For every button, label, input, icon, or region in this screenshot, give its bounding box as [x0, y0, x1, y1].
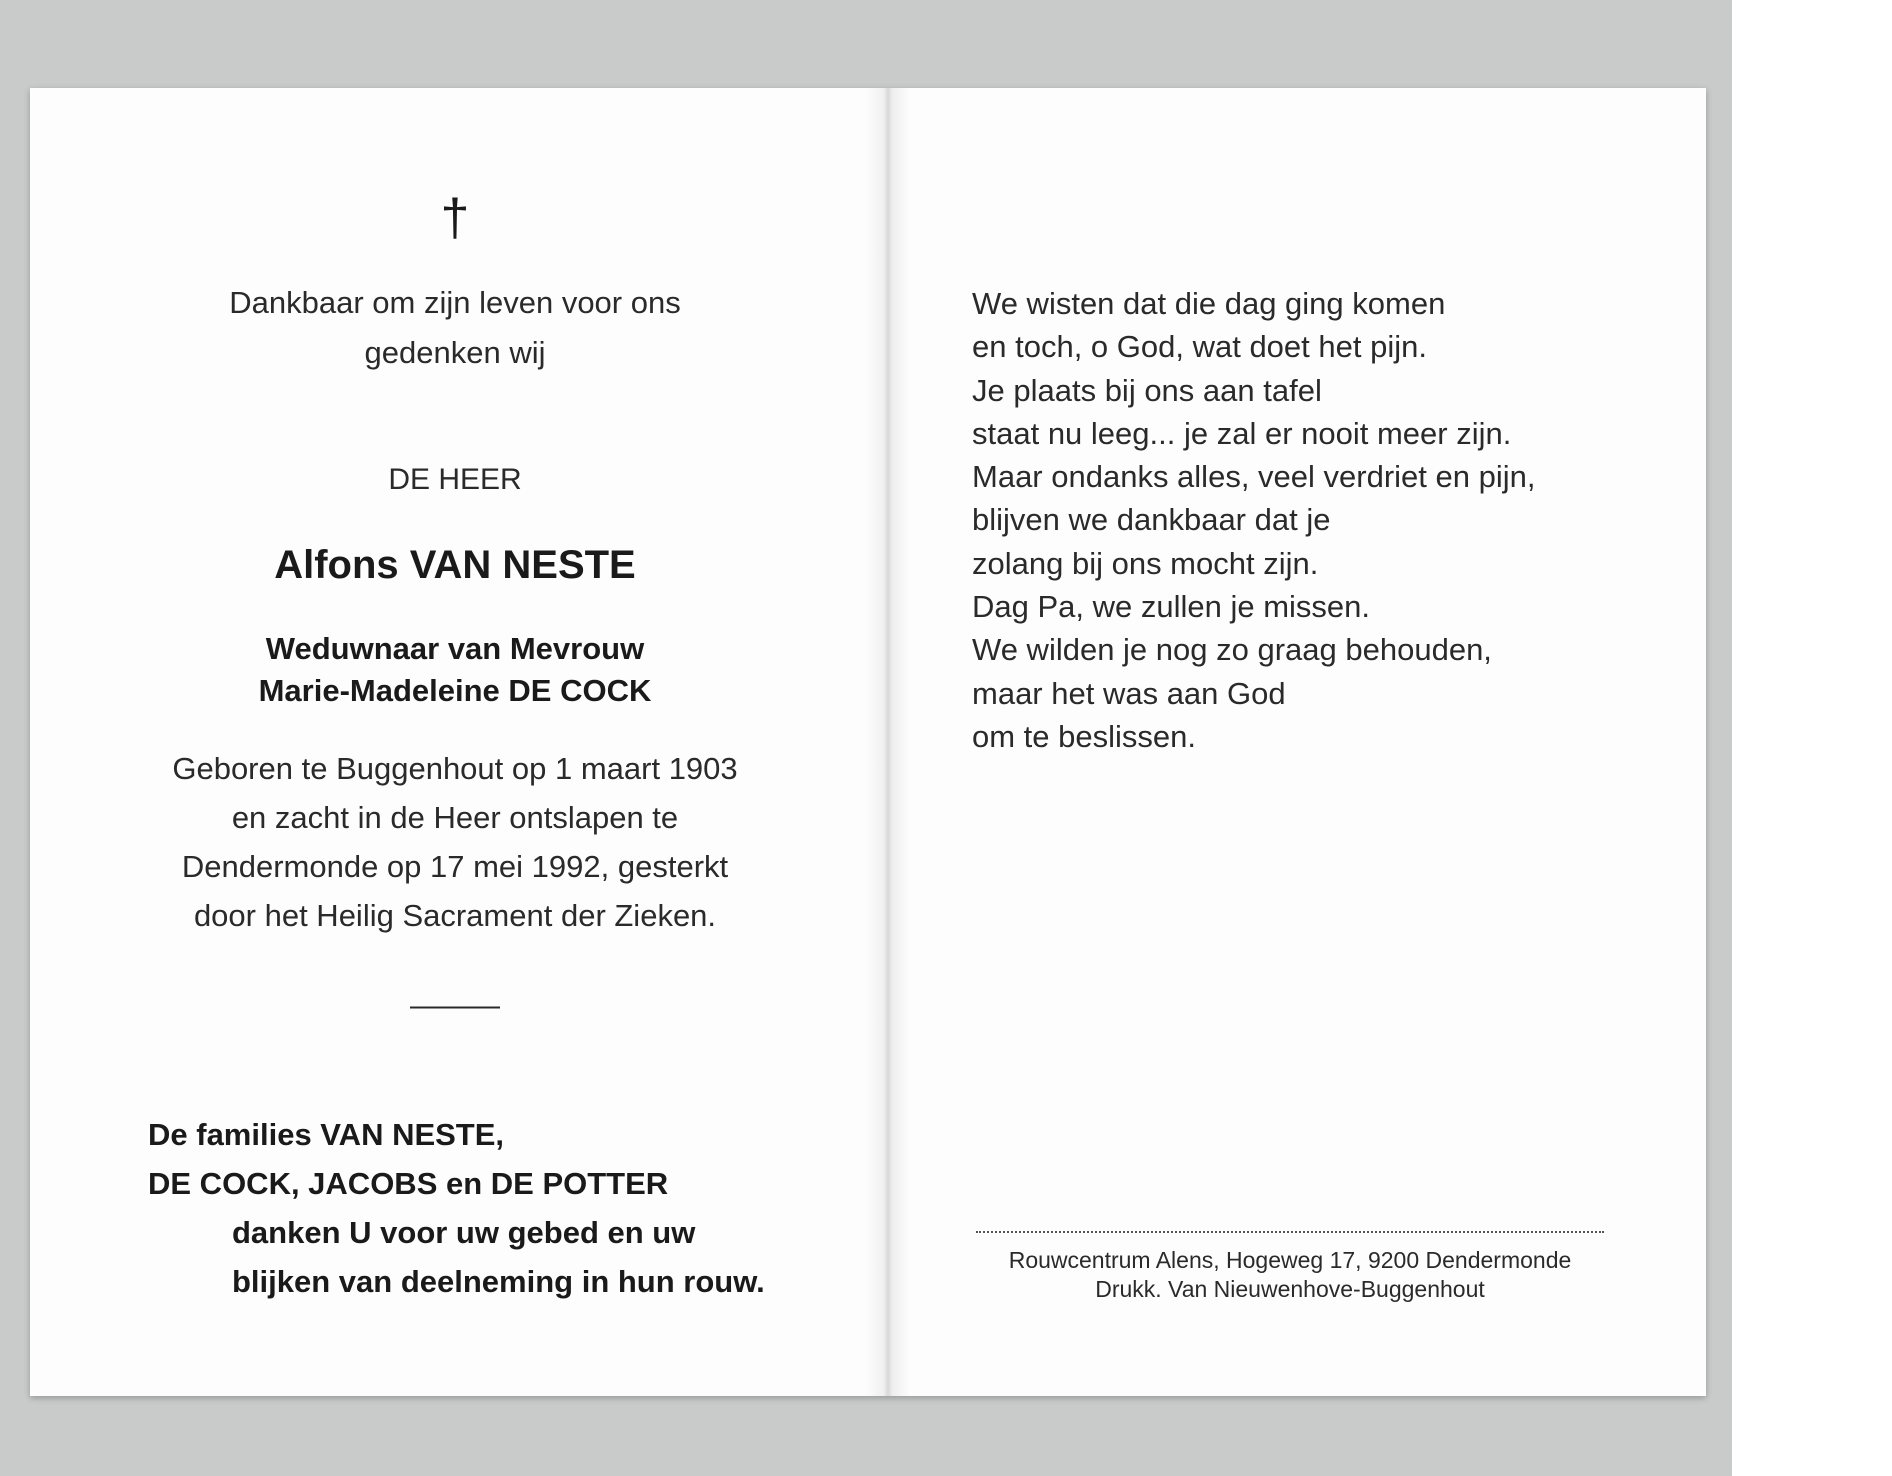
- poem-line: zolang bij ons mocht zijn.: [972, 545, 1319, 581]
- birth-death-line: Geboren te Buggenhout op 1 maart 1903: [172, 751, 738, 786]
- intro-text: [30, 278, 880, 378]
- divider: ———: [410, 989, 500, 1022]
- poem: [972, 282, 1535, 758]
- widower-line: Weduwnaar van Mevrouw: [265, 631, 645, 666]
- cross-symbol: †: [440, 189, 470, 247]
- families-line: blijken van deelneming in hun rouw.: [232, 1264, 765, 1299]
- printer-line: Rouwcentrum Alens, Hogeweg 17, 9200 Dendermonde: [1008, 1247, 1572, 1273]
- widower-text: [30, 628, 880, 712]
- poem-line: Je plaats bij ons aan tafel: [972, 372, 1322, 408]
- printer-separator: [976, 1231, 1604, 1233]
- birth-death-text: [30, 744, 880, 940]
- deceased-name: Alfons VAN NESTE: [274, 543, 636, 587]
- left-panel: [30, 88, 880, 1396]
- poem-line: blijven we dankbaar dat je: [972, 502, 1331, 538]
- families-line: De families VAN NESTE,: [148, 1117, 505, 1152]
- birth-death-line: en zacht in de Heer ontslapen te: [231, 800, 679, 835]
- families-thanks: [148, 1110, 798, 1306]
- families-line: danken U voor uw gebed en uw: [232, 1215, 696, 1250]
- printer-info: [950, 1246, 1630, 1304]
- poem-line: We wilden je nog zo graag behouden,: [972, 632, 1492, 668]
- intro-line: gedenken wij: [364, 335, 546, 370]
- poem-line: Maar ondanks alles, veel verdriet en pijn,: [972, 459, 1536, 495]
- poem-line: om te beslissen.: [972, 718, 1196, 754]
- families-line: DE COCK, JACOBS en DE POTTER: [148, 1166, 669, 1201]
- right-panel: [880, 88, 1706, 1396]
- poem-line: staat nu leeg... je zal er nooit meer zijn.: [972, 415, 1512, 451]
- title-honorific: DE HEER: [388, 463, 522, 496]
- poem-line: maar het was aan God: [972, 675, 1286, 711]
- poem-line: We wisten dat die dag ging komen: [972, 286, 1446, 321]
- printer-line: Drukk. Van Nieuwenhove-Buggenhout: [1095, 1276, 1485, 1302]
- widower-line: Marie-Madeleine DE COCK: [258, 673, 652, 708]
- poem-line: en toch, o God, wat doet het pijn.: [972, 329, 1427, 365]
- poem-line: Dag Pa, we zullen je missen.: [972, 589, 1371, 625]
- birth-death-line: door het Heilig Sacrament der Zieken.: [193, 898, 717, 933]
- intro-line: Dankbaar om zijn leven voor ons: [229, 285, 681, 320]
- birth-death-line: Dendermonde op 17 mei 1992, gesterkt: [181, 849, 729, 884]
